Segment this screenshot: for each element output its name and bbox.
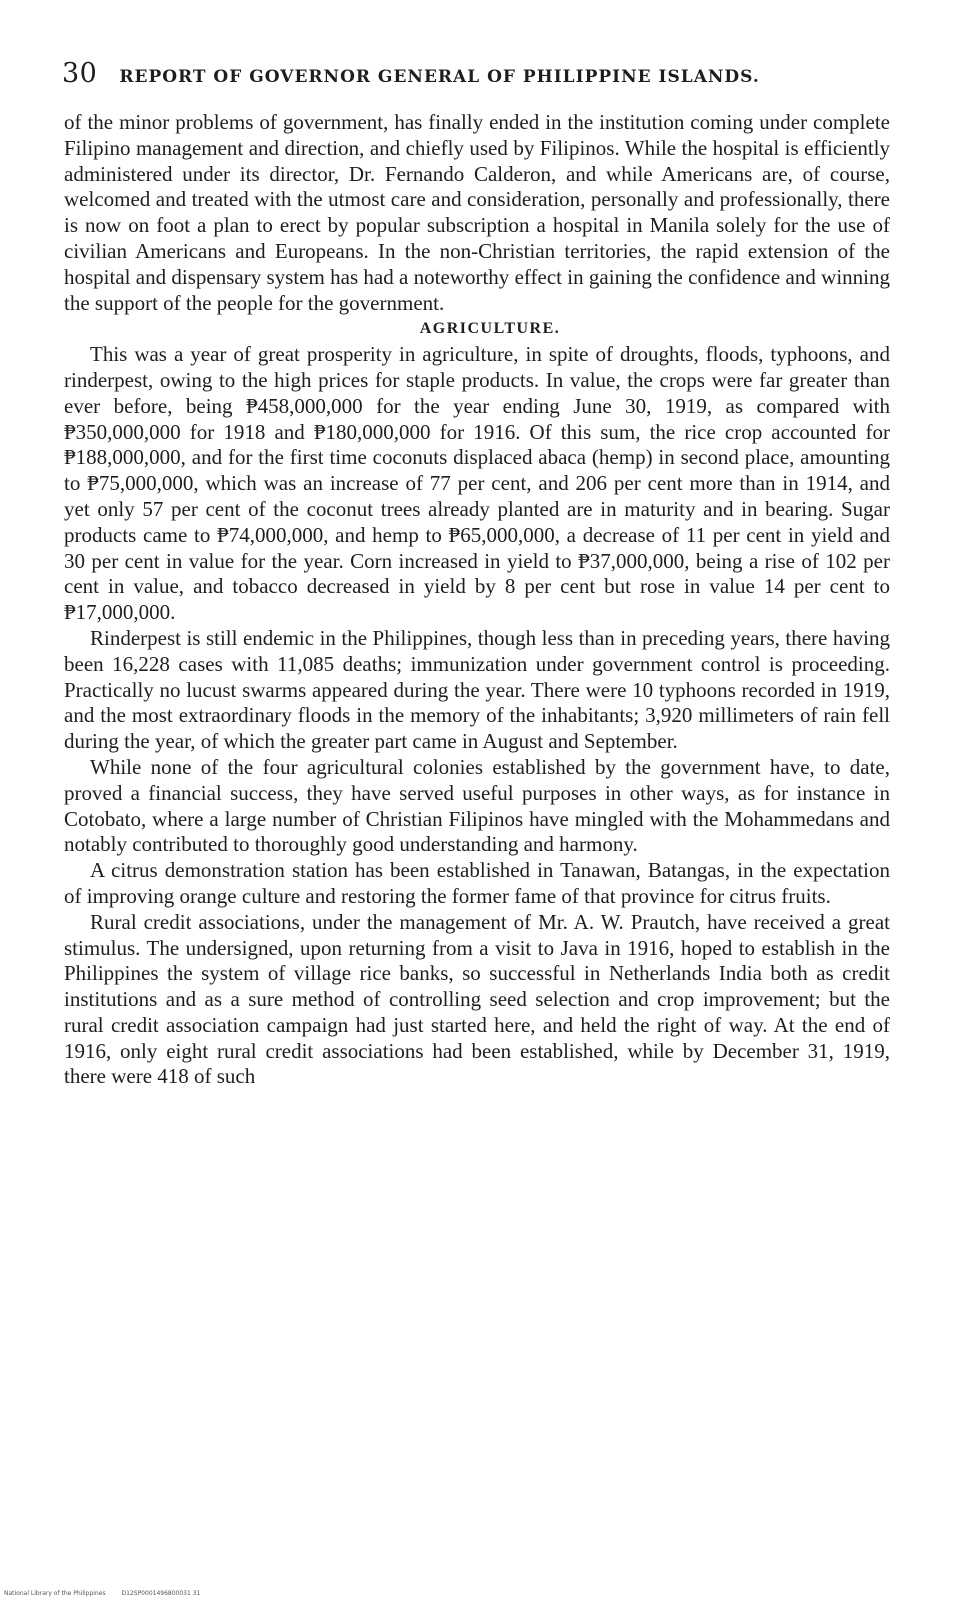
paragraph-rural-credit: Rural credit associations, under the management of Mr. A. W. Prautch, have received a great stimulus. The undersigned, upon returning from a visit to Java in 1916, hoped to establish in the Philippines the system of village rice banks, so successful in Netherlands India both as credit institutions and as a sure method of controlling seed selection and crop improvement; but the rural credit association campaign had just started here, and held the right of way. At the end of 1916, only eight rural credit associations had been established, while by December 31, 1919, there were 418 of such [64,909,890,1089]
page-number: 30 [62,58,98,89]
body-text [64,110,890,1090]
running-title: REPORT OF GOVERNOR GENERAL OF PHILIPPINE ISLANDS. [119,67,760,87]
paragraph-agricultural-colonies: While none of the four agricultural colonies established by the government have, to date, proved a financial success, they have served useful purposes in other ways, as for instance in Cotobato, where a large number of Christian Filipinos have mingled with the Mohammedans and notably contributed to thoroughly good understanding and harmony. [64,754,890,857]
scan-footer [4,1590,214,1597]
section-heading-agriculture: AGRICULTURE. [419,320,561,338]
paragraph-hospital-continued: of the minor problems of government, has finally ended in the institution coming under complete Filipino management and direction, and chiefly used by Filipinos. While the hospital is efficiently administered under its director, Dr. Fernando Calderon, and while Americans are, of course, welcomed and treated with the utmost care and consideration, personally and professionally, there is now on foot a plan to erect by popular subscription a hospital in Manila solely for the use of civilian Americans and Europeans. In the non-Christian territories, the rapid extension of the hospital and dispensary system has had a noteworthy effect in gaining the confidence and winning the support of the people for the government. [64,110,890,315]
footer-library: National Library of the Philippines [4,1590,106,1597]
paragraph-crop-values: This was a year of great prosperity in agriculture, in spite of droughts, floods, typhoons, and rinderpest, owing to the high prices for staple products. In value, the crops were far greater than ever before, being ₱458,000,000 for the year ending June 30, 1919, as compared with ₱350,000,000 for 1918 and ₱180,000,000 for 1916. Of this sum, the rice crop accounted for ₱188,000,000, and for the first time coconuts displaced abaca (hemp) in second place, amounting to ₱75,000,000, which was an increase of 77 per cent, and 206 per cent more than in 1914, and yet only 57 per cent of the coconut trees already planted are in maturity and in bearing. Sugar products came to ₱74,000,000, and hemp to ₱65,000,000, a decrease of 11 per cent in yield and 30 per cent in value for the year. Corn increased in yield to ₱37,000,000, being a rise of 102 per cent in value, and tobacco decreased in yield by 8 per cent but rose in value 14 per cent to ₱17,000,000. [64,342,890,625]
paragraph-rinderpest: Rinderpest is still endemic in the Philippines, though less than in preceding years, there having been 16,228 cases with 11,085 deaths; immunization under government control is proceeding. Practically no lucust swarms appeared during the year. There were 10 typhoons recorded in 1919, and the most extraordinary floods in the memory of the inhabitants; 3,920 millimeters of rain fell during the year, of which the greater part came in August and September. [64,625,890,754]
paragraph-citrus-station: A citrus demonstration station has been established in Tanawan, Batangas, in the expectation of improving orange culture and restoring the former fame of that province for citrus fruits. [64,858,890,908]
footer-code: D12SP0001496800031 31 [121,1590,201,1597]
running-head [62,58,892,89]
